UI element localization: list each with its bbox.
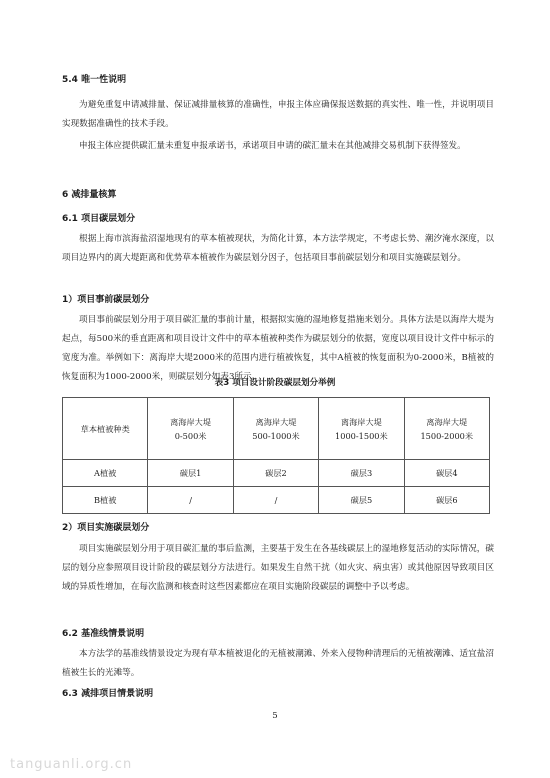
table-cell: A植被 (63, 460, 148, 487)
section-5-4-paragraph-2: 申报主体应提供碳汇量未重复申报承诺书，承诺项目申请的碳汇量未在其他减排交易机制下获得签发。 (79, 141, 466, 151)
table-cell: 碳层2 (233, 460, 318, 487)
table-cell: / (148, 487, 233, 514)
table-3-caption: 表3 项目设计阶段碳层划分举例 (214, 378, 336, 388)
table-cell: 碳层4 (404, 460, 489, 487)
subsection-1-heading: 1）项目事前碳层划分 (62, 295, 150, 305)
table-header-cell: 离海岸大堤 1500-2000米 (404, 398, 489, 460)
section-6-2-heading: 6.2 基准线情景说明 (62, 629, 145, 639)
section-6-heading: 6 减排量核算 (62, 190, 117, 200)
section-5-4-paragraph-1: 为避免重复申请减排量、保证减排量核算的准确性，申报主体应确保报送数据的真实性、唯一性，并说明项目实现数据准确性的技术手段。 (62, 100, 494, 129)
section-6-1-heading: 6.1 项目碳层划分 (62, 214, 136, 224)
table-row (63, 460, 490, 487)
subsection-1-paragraph: 项目事前碳层划分用于项目碳汇量的事前计量，根据拟实施的湿地修复措施来划分。具体方法是以海岸大堤为起点，每500米的垂直距离和项目设计文件中的草本植被种类作为碳层划分的依据，宽度以项目设计文件中标示的宽度为准。举例如下：离海岸大堤2000米的范围内进行植被恢复，其中A植被的恢复面积为0-2000米，B植被的恢复面积为1000-2000米，则碳层划分如表3所示。 (62, 315, 494, 382)
table-cell: B植被 (63, 487, 148, 514)
table-cell: / (233, 487, 318, 514)
watermark: tanguanli.org.cn (10, 757, 133, 772)
table-header-row (63, 398, 490, 460)
section-5-4-heading: 5.4 唯一性说明 (62, 75, 127, 85)
table-header-cell: 草本植被种类 (63, 398, 148, 460)
subsection-2-heading: 2）项目实施碳层划分 (62, 523, 150, 533)
table-header-cell: 离海岸大堤 0-500米 (148, 398, 233, 460)
section-6-1-paragraph: 根据上海市滨海盐沼湿地现有的草本植被现状，为简化计算，本方法学规定，不考虑长势、潮汐淹水深度，以项目边界内的离大堤距离和优势草本植被作为碳层划分因子，包括项目事前碳层划分和项目实施碳层划分。 (62, 234, 494, 263)
table-cell: 碳层3 (319, 460, 404, 487)
table-cell: 碳层5 (319, 487, 404, 514)
table-header-cell: 离海岸大堤 1000-1500米 (319, 398, 404, 460)
section-6-2-paragraph: 本方法学的基准线情景设定为现有草本植被退化的无植被潮滩、外来入侵物种清理后的无植被潮滩、适宜盐沼植被生长的光滩等。 (62, 649, 494, 678)
section-6-3-heading: 6.3 减排项目情景说明 (62, 689, 154, 699)
page-number: 5 (272, 711, 278, 721)
subsection-2-paragraph: 项目实施碳层划分用于项目碳汇量的事后监测，主要基于发生在各基线碳层上的湿地修复活动的实际情况，碳层的划分应参照项目设计阶段的碳层划分方法进行。如果发生自然干扰（如火灾、病虫害）或其他原因导致项目区域的异质性增加，在每次监测和核查时这些因素都应在项目实施阶段碳层的调整中予以考虑。 (62, 544, 494, 592)
table-cell: 碳层1 (148, 460, 233, 487)
table-cell: 碳层6 (404, 487, 489, 514)
table-3 (62, 397, 490, 514)
table-header-cell: 离海岸大堤 500-1000米 (233, 398, 318, 460)
table-row (63, 487, 490, 514)
